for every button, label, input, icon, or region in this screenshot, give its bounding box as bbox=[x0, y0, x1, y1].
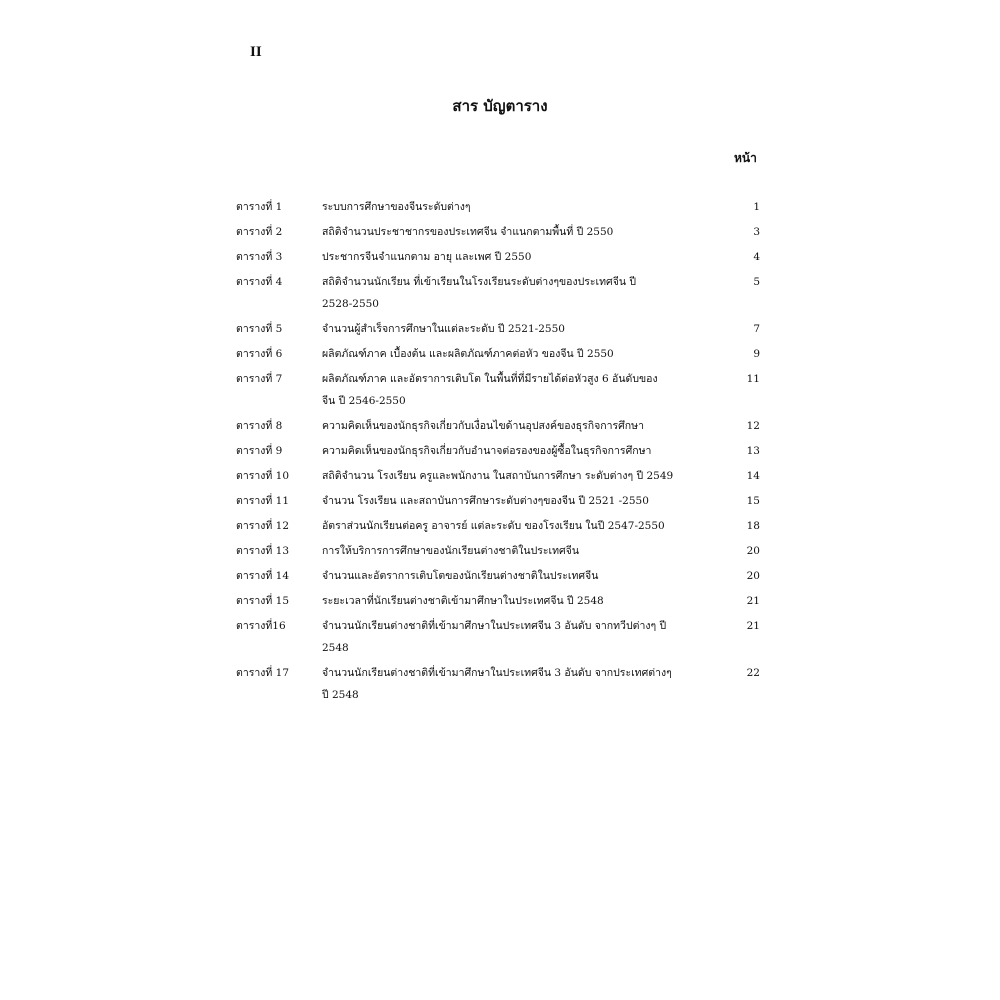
toc-entry-description bbox=[322, 344, 727, 365]
toc-entry-label: ตารางที่ 9 bbox=[236, 445, 283, 457]
toc-entry-page: 13 bbox=[746, 445, 760, 457]
toc-entry-description-line: ประชากรจีนจำแนกตาม อายุ และเพศ ปี 2550 bbox=[322, 251, 532, 263]
toc-entry-label: ตารางที่16 bbox=[236, 620, 286, 632]
toc-entry-label: ตารางที่ 12 bbox=[236, 520, 289, 532]
toc-entry-label: ตารางที่ 2 bbox=[236, 226, 283, 238]
toc-entry-label: ตารางที่ 13 bbox=[236, 545, 289, 557]
toc-entry-description bbox=[322, 616, 727, 659]
toc-entry-page: 20 bbox=[746, 570, 760, 582]
toc-entry-page: 7 bbox=[753, 323, 760, 335]
toc-entry-page: 3 bbox=[753, 226, 760, 238]
toc-entry-description-line: การให้บริการการศึกษาของนักเรียนต่างชาติในประเทศจีน bbox=[322, 545, 580, 557]
toc-entry-description bbox=[322, 516, 727, 537]
toc-entry-description-line: จำนวนนักเรียนต่างชาติที่เข้ามาศึกษาในประเทศจีน 3 อันดับ จากทวีปต่างๆ ปี bbox=[322, 620, 667, 632]
toc-entry-description-line: จำนวนและอัตราการเติบโตของนักเรียนต่างชาติในประเทศจีน bbox=[322, 570, 599, 582]
toc-entry-description bbox=[322, 369, 727, 412]
toc-entry-description bbox=[322, 541, 727, 562]
toc-entry-page: 22 bbox=[746, 667, 760, 679]
toc-entry-page: 11 bbox=[746, 373, 760, 385]
toc-entry-description bbox=[322, 466, 727, 487]
toc-entry-page: 12 bbox=[746, 420, 760, 432]
toc-entry-description-line: 2528-2550 bbox=[322, 298, 379, 310]
toc-entry-description bbox=[322, 416, 727, 437]
toc-entry-description-line: ผลิตภัณฑ์ภาค และอัตราการเติบโต ในพื้นที่ที่มีรายได้ต่อหัวสูง 6 อันดับของ bbox=[322, 373, 658, 385]
toc-entry-label: ตารางที่ 8 bbox=[236, 420, 283, 432]
toc-entry-description bbox=[322, 319, 727, 340]
toc-entry-description-line: ความคิดเห็นของนักธุรกิจเกี่ยวกับอำนาจต่อรองของผู้ซื้อในธุรกิจการศึกษา bbox=[322, 445, 652, 457]
toc-entry-description-line: ระยะเวลาที่นักเรียนต่างชาติเข้ามาศึกษาในประเทศจีน ปี 2548 bbox=[322, 595, 604, 607]
toc-entry-description bbox=[322, 566, 727, 587]
toc-entry-description-line: จำนวนผู้สำเร็จการศึกษาในแต่ละระดับ ปี 2521-2550 bbox=[322, 323, 565, 335]
toc-entry-description-line: ปี 2548 bbox=[322, 689, 359, 701]
toc-entry-label: ตารางที่ 6 bbox=[236, 348, 283, 360]
toc-entry-description bbox=[322, 197, 727, 218]
page-number: II bbox=[250, 44, 262, 60]
toc-entry-description-line: จีน ปี 2546-2550 bbox=[322, 395, 406, 407]
toc-entry-description bbox=[322, 441, 727, 462]
toc-entry-description-line: สถิติจำนวนประชาชากรของประเทศจีน จำแนกตามพื้นที่ ปี 2550 bbox=[322, 226, 614, 238]
toc-entry-description bbox=[322, 222, 727, 243]
toc-entry-description bbox=[322, 591, 727, 612]
toc-entry-description-line: 2548 bbox=[322, 642, 349, 654]
toc-entry-page: 21 bbox=[746, 595, 760, 607]
toc-entry-page: 5 bbox=[753, 276, 760, 288]
toc-entry-label: ตารางที่ 10 bbox=[236, 470, 289, 482]
toc-entry-label: ตารางที่ 1 bbox=[236, 201, 283, 213]
toc-entry-description-line: จำนวนนักเรียนต่างชาติที่เข้ามาศึกษาในประเทศจีน 3 อันดับ จากประเทศต่างๆ bbox=[322, 667, 672, 679]
toc-entry-label: ตารางที่ 15 bbox=[236, 595, 289, 607]
toc-entry-page: 15 bbox=[746, 495, 760, 507]
toc-entry-page: 14 bbox=[746, 470, 760, 482]
toc-entry-description-line: สถิติจำนวนนักเรียน ที่เข้าเรียนในโรงเรียนระดับต่างๆของประเทศจีน ปี bbox=[322, 276, 637, 288]
toc-entry-label: ตารางที่ 11 bbox=[236, 495, 289, 507]
toc-entry-description-line: ความคิดเห็นของนักธุรกิจเกี่ยวกับเงื่อนไขด้านอุปสงค์ของธุรกิจการศึกษา bbox=[322, 420, 644, 432]
toc-entry-description-line: จำนวน โรงเรียน และสถาบันการศึกษาระดับต่างๆของจีน ปี 2521 -2550 bbox=[322, 495, 649, 507]
toc-entry-description bbox=[322, 272, 727, 315]
toc-entry-page: 20 bbox=[746, 545, 760, 557]
toc-entry-description bbox=[322, 663, 727, 706]
toc-entry-description-line: ผลิตภัณฑ์ภาค เบื้องต้น และผลิตภัณฑ์ภาคต่อหัว ของจีน ปี 2550 bbox=[322, 348, 614, 360]
toc-entry-description-line: สถิติจำนวน โรงเรียน ครูและพนักงาน ในสถาบันการศึกษา ระดับต่างๆ ปี 2549 bbox=[322, 470, 674, 482]
toc-entry-label: ตารางที่ 17 bbox=[236, 667, 289, 679]
toc-entry-description bbox=[322, 247, 727, 268]
toc-entry-label: ตารางที่ 5 bbox=[236, 323, 283, 335]
toc-entry-label: ตารางที่ 3 bbox=[236, 251, 283, 263]
toc-entry-label: ตารางที่ 4 bbox=[236, 276, 283, 288]
toc-entry-page: 18 bbox=[746, 520, 760, 532]
toc-entry-description-line: ระบบการศึกษาของจีนระดับต่างๆ bbox=[322, 201, 471, 213]
toc-entry-description bbox=[322, 491, 727, 512]
page-column-header: หน้า bbox=[734, 151, 757, 165]
toc-entry-label: ตารางที่ 7 bbox=[236, 373, 283, 385]
toc-entry-page: 1 bbox=[753, 201, 760, 213]
toc-entry-label: ตารางที่ 14 bbox=[236, 570, 289, 582]
page-title: สาร บัญตาราง bbox=[452, 97, 548, 115]
toc-entry-page: 9 bbox=[753, 348, 760, 360]
toc-entry-page: 4 bbox=[753, 251, 760, 263]
toc-entry-page: 21 bbox=[746, 620, 760, 632]
toc-entry-description-line: อัตราส่วนนักเรียนต่อครู อาจารย์ แต่ละระดับ ของโรงเรียน ในปี 2547-2550 bbox=[322, 520, 665, 532]
